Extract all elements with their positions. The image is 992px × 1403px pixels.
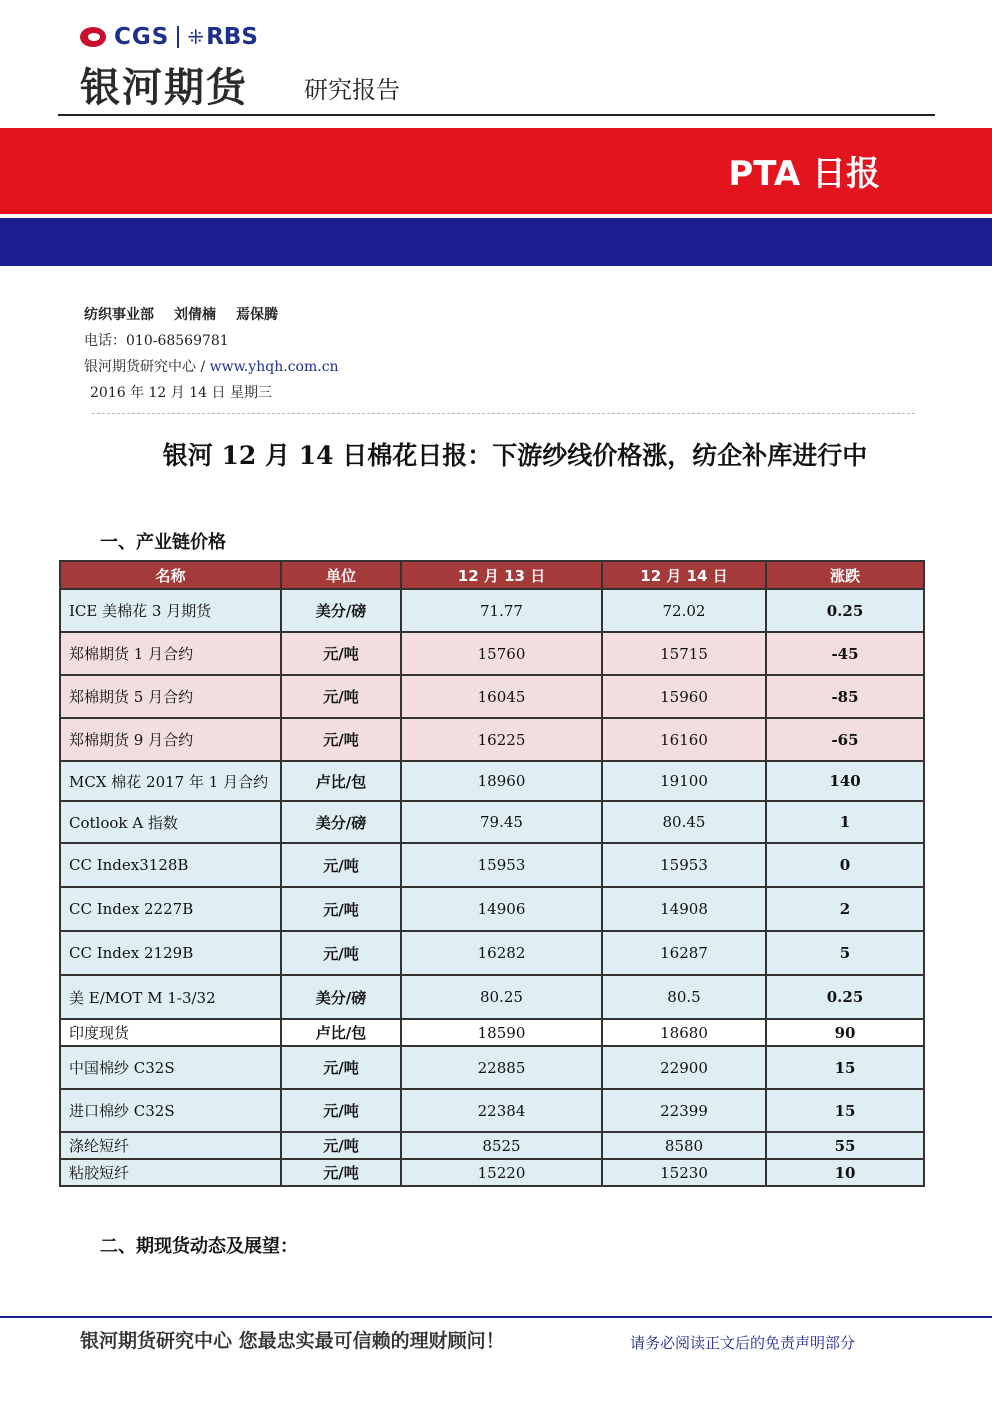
item-name: 郑棉期货 9 月合约	[60, 718, 281, 761]
table-row	[60, 761, 924, 801]
footer-slogan: 银河期货研究中心 您最忠实最可信赖的理财顾问！	[80, 1330, 505, 1352]
price-change: 2	[766, 887, 924, 931]
column-header: 名称	[60, 561, 281, 589]
item-unit: 元/吨	[281, 1046, 401, 1089]
price-change: 5	[766, 931, 924, 975]
report-headline: 银河 12 月 14 日棉花日报：下游纱线价格涨，纺企补库进行中	[162, 441, 868, 470]
price-dec14: 15715	[602, 632, 766, 675]
footer-disclaimer: 请务必阅读正文后的免责声明部分	[630, 1334, 856, 1352]
logo-rbs-text: RBS	[206, 24, 258, 50]
item-unit: 元/吨	[281, 1132, 401, 1159]
item-unit: 元/吨	[281, 1089, 401, 1132]
report-type: 研究报告	[304, 76, 400, 104]
column-header: 12 月 14 日	[602, 561, 766, 589]
section-title: 二、期现货动态及展望：	[100, 1236, 298, 1257]
item-unit: 元/吨	[281, 887, 401, 931]
price-dec14: 15230	[602, 1159, 766, 1186]
item-unit: 美分/磅	[281, 589, 401, 632]
table-row	[60, 1089, 924, 1132]
table-row	[60, 931, 924, 975]
price-dec13: 71.77	[401, 589, 602, 632]
author-name: 焉保腾	[236, 307, 278, 323]
table-header-row	[60, 561, 924, 589]
table-row	[60, 1159, 924, 1186]
price-dec14: 18680	[602, 1019, 766, 1046]
table-row	[60, 675, 924, 718]
item-name: 中国棉纱 C32S	[60, 1046, 281, 1089]
header-divider	[58, 114, 935, 116]
table-row	[60, 801, 924, 843]
item-unit: 元/吨	[281, 675, 401, 718]
table-row	[60, 1132, 924, 1159]
price-change: 90	[766, 1019, 924, 1046]
table-row	[60, 887, 924, 931]
item-unit: 卢比/包	[281, 761, 401, 801]
item-name: 美 E/MOT M 1-3/32	[60, 975, 281, 1019]
table-row	[60, 589, 924, 632]
item-unit: 元/吨	[281, 843, 401, 887]
brand-logo	[80, 20, 258, 54]
price-change: 1	[766, 801, 924, 843]
author-name: 刘倩楠	[174, 307, 216, 323]
item-name: CC Index 2129B	[60, 931, 281, 975]
phone-number: 电话：010-68569781	[84, 333, 229, 349]
item-name: 郑棉期货 1 月合约	[60, 632, 281, 675]
item-name: CC Index3128B	[60, 843, 281, 887]
department: 纺织事业部	[84, 307, 154, 323]
item-name: Cotlook A 指数	[60, 801, 281, 843]
price-dec13: 18960	[401, 761, 602, 801]
banner-title: PTA 日报	[728, 154, 880, 194]
item-unit: 元/吨	[281, 931, 401, 975]
price-dec13: 18590	[401, 1019, 602, 1046]
item-name: 郑棉期货 5 月合约	[60, 675, 281, 718]
price-change: 55	[766, 1132, 924, 1159]
price-dec13: 22885	[401, 1046, 602, 1089]
price-dec13: 8525	[401, 1132, 602, 1159]
price-dec13: 15953	[401, 843, 602, 887]
table-row	[60, 975, 924, 1019]
research-center: 银河期货研究中心 /	[84, 359, 210, 375]
price-dec13: 22384	[401, 1089, 602, 1132]
footer-divider	[0, 1316, 992, 1318]
price-dec14: 80.5	[602, 975, 766, 1019]
logo-divider	[177, 26, 179, 48]
table-row	[60, 718, 924, 761]
price-change: 15	[766, 1089, 924, 1132]
item-unit: 元/吨	[281, 632, 401, 675]
column-header: 涨跌	[766, 561, 924, 589]
price-dec14: 22399	[602, 1089, 766, 1132]
price-change: 0.25	[766, 975, 924, 1019]
item-name: ICE 美棉花 3 月期货	[60, 589, 281, 632]
price-dec13: 14906	[401, 887, 602, 931]
price-dec14: 14908	[602, 887, 766, 931]
item-unit: 美分/磅	[281, 975, 401, 1019]
item-name: 粘胶短纤	[60, 1159, 281, 1186]
price-change: -85	[766, 675, 924, 718]
price-dec14: 72.02	[602, 589, 766, 632]
item-unit: 元/吨	[281, 1159, 401, 1186]
cgs-logo-icon	[80, 25, 110, 49]
price-change: 0.25	[766, 589, 924, 632]
report-date: 2016 年 12 月 14 日 星期三	[90, 385, 272, 401]
item-name: MCX 棉花 2017 年 1 月合约	[60, 761, 281, 801]
price-change: 10	[766, 1159, 924, 1186]
price-dec13: 16282	[401, 931, 602, 975]
price-dec14: 15953	[602, 843, 766, 887]
price-dec14: 8580	[602, 1132, 766, 1159]
logo-cgs-text: CGS	[114, 24, 170, 50]
column-header: 12 月 13 日	[401, 561, 602, 589]
website-link[interactable]: www.yhqh.com.cn	[209, 359, 339, 375]
price-change: 0	[766, 843, 924, 887]
price-dec13: 15220	[401, 1159, 602, 1186]
price-dec13: 80.25	[401, 975, 602, 1019]
table-row	[60, 1019, 924, 1046]
price-table	[59, 560, 925, 1187]
price-dec14: 19100	[602, 761, 766, 801]
dashed-divider	[92, 413, 915, 414]
price-change: -45	[766, 632, 924, 675]
price-change: -65	[766, 718, 924, 761]
item-name: 印度现货	[60, 1019, 281, 1046]
item-name: 涤纶短纤	[60, 1132, 281, 1159]
table-row	[60, 632, 924, 675]
price-dec14: 15960	[602, 675, 766, 718]
price-change: 140	[766, 761, 924, 801]
item-name: 进口棉纱 C32S	[60, 1089, 281, 1132]
item-unit: 元/吨	[281, 718, 401, 761]
price-dec13: 16045	[401, 675, 602, 718]
table-row	[60, 1046, 924, 1089]
section-title: 一、产业链价格	[100, 532, 226, 553]
price-dec13: 79.45	[401, 801, 602, 843]
price-dec14: 80.45	[602, 801, 766, 843]
item-unit: 卢比/包	[281, 1019, 401, 1046]
price-dec14: 16287	[602, 931, 766, 975]
price-dec14: 22900	[602, 1046, 766, 1089]
price-dec14: 16160	[602, 718, 766, 761]
column-header: 单位	[281, 561, 401, 589]
item-unit: 美分/磅	[281, 801, 401, 843]
item-name: CC Index 2227B	[60, 887, 281, 931]
company-name: 银河期货	[80, 65, 248, 111]
banner-blue	[0, 218, 992, 266]
rbs-logo-icon: ⁜	[187, 25, 205, 49]
research-center-line	[84, 356, 339, 376]
table-row	[60, 843, 924, 887]
price-change: 15	[766, 1046, 924, 1089]
author-line	[84, 304, 298, 324]
price-dec13: 16225	[401, 718, 602, 761]
price-dec13: 15760	[401, 632, 602, 675]
